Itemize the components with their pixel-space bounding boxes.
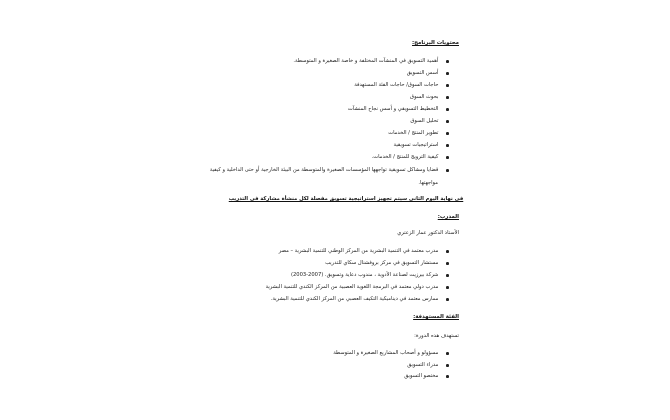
- bullet-icon: [446, 120, 449, 123]
- program-contents-heading: محتويات البرنامج:: [412, 40, 459, 46]
- list-item: قضايا ومشاكل تسويقية تواجهها المؤسسات الصغيرة والمتوسطة من البيئة الخارجية أو حتى الداخلية و كيفية: [210, 167, 449, 174]
- list-item: استراتيجيات تسويقية: [394, 142, 449, 149]
- target-audience-heading: الفئة المستهدفة:: [413, 314, 459, 320]
- list-item: التخطيط التسويقي و أسس نجاح المنشآت: [348, 106, 449, 113]
- bullet-icon: [446, 352, 449, 355]
- list-item: مدراء التسويق: [407, 362, 449, 369]
- list-item: تطوير المنتج / الخدمات: [388, 130, 449, 137]
- list-item: أهمية التسويق في المنشآت المختلفة و خاصة الصغيرة و المتوسطة.: [293, 58, 449, 65]
- bullet-icon: [446, 286, 449, 289]
- bullet-icon: [446, 364, 449, 367]
- bullet-icon: [446, 96, 449, 99]
- bullet-icon: [446, 84, 449, 87]
- bullet-icon: [446, 298, 449, 301]
- list-item: تحليل السوق: [410, 118, 449, 125]
- list-item: مستشار التسويق في مركز بروفشنال سكاي للتدريب: [325, 260, 449, 267]
- list-item: مدرب دولي معتمد في البرمجة اللغوية العصبية من المركز الكندي للتنمية البشرية: [266, 284, 449, 291]
- list-item-continuation: مواجهتها.: [418, 180, 438, 186]
- bullet-icon: [446, 262, 449, 265]
- list-item: شركة بيرزيت لصناعة الأدوية ، مندوب دعاية وتسويق. (2007-2003): [291, 272, 449, 279]
- list-item: حاجات السوق/ حاجات الفئة المستهدفة: [354, 82, 449, 89]
- list-item: أسس التسويق: [407, 70, 449, 77]
- list-item: كيفية الترويج للمنتج / الخدمات.: [372, 154, 449, 161]
- bullet-icon: [446, 156, 449, 159]
- outcome-statement: في نهاية اليوم الثاني سيتم تجهيز استراتيجية تسويق مفصلة لكل منشأة مشاركة في التدريب: [228, 196, 464, 202]
- list-item: بحوث السوق: [410, 94, 449, 101]
- bullet-icon: [446, 72, 449, 75]
- trainer-heading: المدرب:: [437, 214, 459, 220]
- bullet-icon: [446, 132, 449, 135]
- bullet-icon: [446, 274, 449, 277]
- bullet-icon: [446, 144, 449, 147]
- trainer-name: الأستاذ الدكتور عمار الزعتري: [397, 230, 459, 236]
- list-item: ممارس معتمد في ديناميكية التكيف العصبي من المركز الكندي للتنمية البشرية.: [271, 296, 449, 303]
- list-item: مدرب معتمد في التنمية البشرية من المركز الوطني للتنمية البشرية – مصر: [279, 248, 449, 255]
- list-item: مختصو التسويق: [404, 373, 449, 380]
- bullet-icon: [446, 108, 449, 111]
- bullet-icon: [446, 375, 449, 378]
- bullet-icon: [446, 169, 449, 172]
- bullet-icon: [446, 60, 449, 63]
- target-audience-intro: تستهدف هذه الدورة:: [414, 333, 459, 339]
- bullet-icon: [446, 250, 449, 253]
- list-item: مسؤولو و أصحاب المشاريع الصغيرة و المتوسطة: [333, 350, 449, 357]
